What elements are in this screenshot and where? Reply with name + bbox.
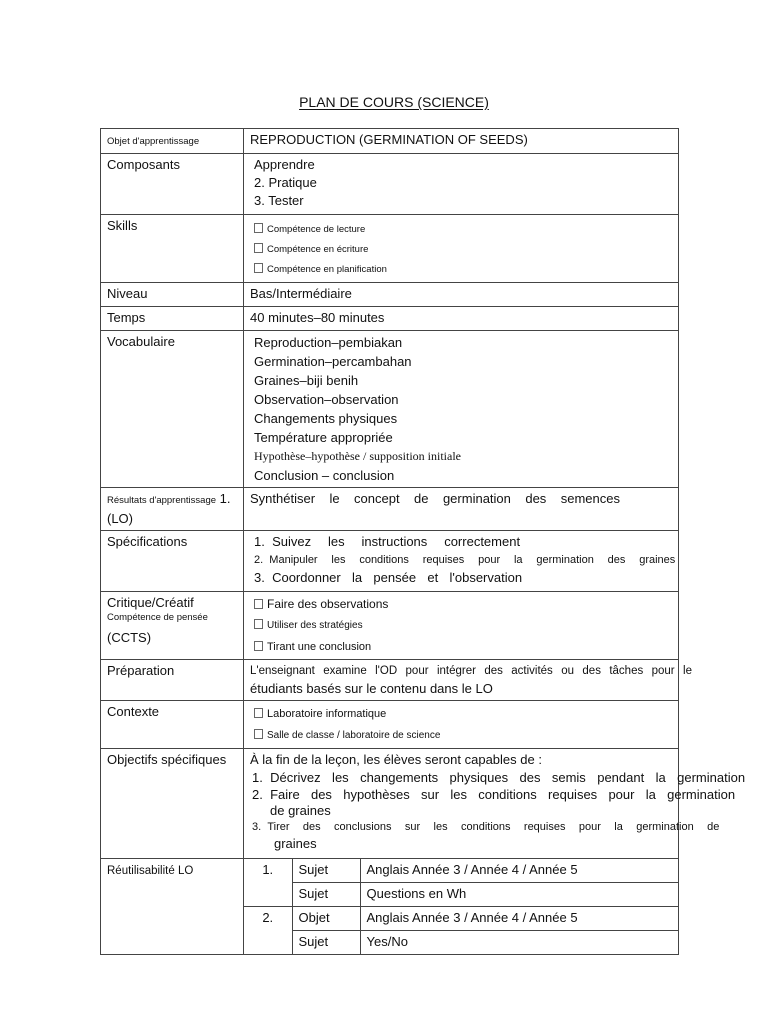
table-row (244, 931, 678, 955)
list-item: 3. Tirer des conclusions sur les conditions requises pour la germination de (252, 821, 720, 833)
reuse-cell (244, 859, 679, 955)
list-item: 1. Suivez les instructions correctement (254, 534, 521, 549)
row-critique (101, 592, 679, 660)
reuse-table (244, 859, 678, 954)
skills-list (244, 215, 679, 283)
table-row (244, 859, 678, 883)
list-item: Compétence de lecture (254, 220, 672, 240)
vocab-list (244, 331, 679, 488)
composants-list (244, 154, 679, 215)
reuse-key: Sujet (292, 859, 360, 883)
row-specifications (101, 531, 679, 592)
checkbox-icon (254, 263, 263, 273)
objet-value: REPRODUCTION (GERMINATION OF SEEDS) (244, 129, 679, 154)
checkbox-icon (254, 243, 263, 253)
list-item: Salle de classe / laboratoire de science (254, 724, 672, 746)
list-item: Graines–biji benih (254, 373, 359, 388)
list-item: Compétence en écriture (254, 240, 672, 260)
checkbox-icon (254, 619, 263, 629)
list-item: Tirant une conclusion (254, 636, 672, 657)
list-item: Observation–observation (254, 392, 399, 407)
contexte-label: Contexte (101, 701, 244, 749)
reuse-key: Sujet (292, 883, 360, 907)
reuse-value: Yes/No (360, 931, 678, 955)
list-item-continued: graines (274, 836, 317, 851)
composants-label: Composants (101, 154, 244, 215)
checkbox-icon (254, 708, 263, 718)
list-item: Apprendre (254, 157, 315, 172)
temps-value: 40 minutes–80 minutes (244, 307, 679, 331)
row-preparation (101, 660, 679, 701)
vocab-label: Vocabulaire (101, 331, 244, 488)
list-item: 3. Coordonner la pensée et l'observation (254, 570, 523, 585)
checkbox-icon (254, 641, 263, 651)
list-item: Conclusion – conclusion (254, 468, 395, 483)
table-row (244, 883, 678, 907)
list-item: Température appropriée (254, 430, 393, 445)
list-item: Utiliser des stratégies (254, 614, 672, 636)
objectifs-label: Objectifs spécifiques (101, 749, 244, 859)
list-item: 2. Pratique (254, 175, 317, 190)
row-temps (101, 307, 679, 331)
list-item: Changements physiques (254, 411, 398, 426)
list-item: 3. Tester (254, 193, 304, 208)
lesson-plan-table (100, 128, 746, 955)
list-item: 2. Manipuler les conditions requises pour la germination des graines (254, 554, 676, 566)
reuse-value: Anglais Année 3 / Année 4 / Année 5 (360, 907, 678, 931)
row-niveau (101, 283, 679, 307)
specs-label: Spécifications (101, 531, 244, 592)
list-item: Hypothèse–hypothèse / supposition initiale (254, 449, 461, 463)
list-item-continued: de graines (270, 803, 331, 818)
row-vocabulaire (101, 331, 679, 488)
prep-label: Préparation (101, 660, 244, 701)
reuse-label: Réutilisabilité LO (101, 859, 244, 955)
list-item: 2. Faire des hypothèses sur les conditions requises pour la germination (252, 787, 736, 802)
list-item: Reproduction–pembiakan (254, 335, 403, 350)
list-item: Compétence en planification (254, 260, 672, 280)
list-item: Faire des observations (254, 594, 672, 614)
checkbox-icon (254, 599, 263, 609)
row-skills (101, 215, 679, 283)
temps-label: Temps (101, 307, 244, 331)
list-item: Laboratoire informatique (254, 703, 672, 724)
resultats-value: Synthétiser le concept de germination des semences (244, 488, 679, 531)
critique-list (244, 592, 679, 660)
page-title: PLAN DE COURS (SCIENCE) (299, 94, 489, 110)
reuse-index: 1. (244, 859, 292, 907)
reuse-key: Sujet (292, 931, 360, 955)
row-reutilisabilite (101, 859, 679, 955)
row-resultats (101, 488, 679, 531)
row-composants (101, 154, 679, 215)
critique-label: Critique/Créatif Compétence de pensée (CCTS) (101, 592, 244, 660)
reuse-value: Anglais Année 3 / Année 4 / Année 5 (360, 859, 678, 883)
contexte-list (244, 701, 679, 749)
row-contexte (101, 701, 679, 749)
reuse-key: Objet (292, 907, 360, 931)
list-item: 1. Décrivez les changements physiques des semis pendant la germination (252, 770, 746, 785)
list-item: Germination–percambahan (254, 354, 412, 369)
niveau-value: Bas/Intermédiaire (244, 283, 679, 307)
objectifs-intro: À la fin de la leçon, les élèves seront capables de : (250, 752, 542, 767)
prep-value: L'enseignant examine l'OD pour intégrer des activités ou des tâches pour le étudiants basés sur le contenu dans le LO (244, 660, 679, 701)
reuse-index: 2. (244, 907, 292, 955)
resultats-label: Résultats d'apprentissage 1. (LO) (101, 488, 244, 531)
row-objet (101, 129, 679, 154)
skills-label: Skills (101, 215, 244, 283)
checkbox-icon (254, 729, 263, 739)
row-objectifs (101, 749, 679, 859)
checkbox-icon (254, 223, 263, 233)
reuse-value: Questions en Wh (360, 883, 678, 907)
objet-label: Objet d'apprentissage (101, 129, 244, 154)
niveau-label: Niveau (101, 283, 244, 307)
specs-list (244, 531, 679, 592)
objectifs-list (244, 749, 746, 859)
table-row (244, 907, 678, 931)
